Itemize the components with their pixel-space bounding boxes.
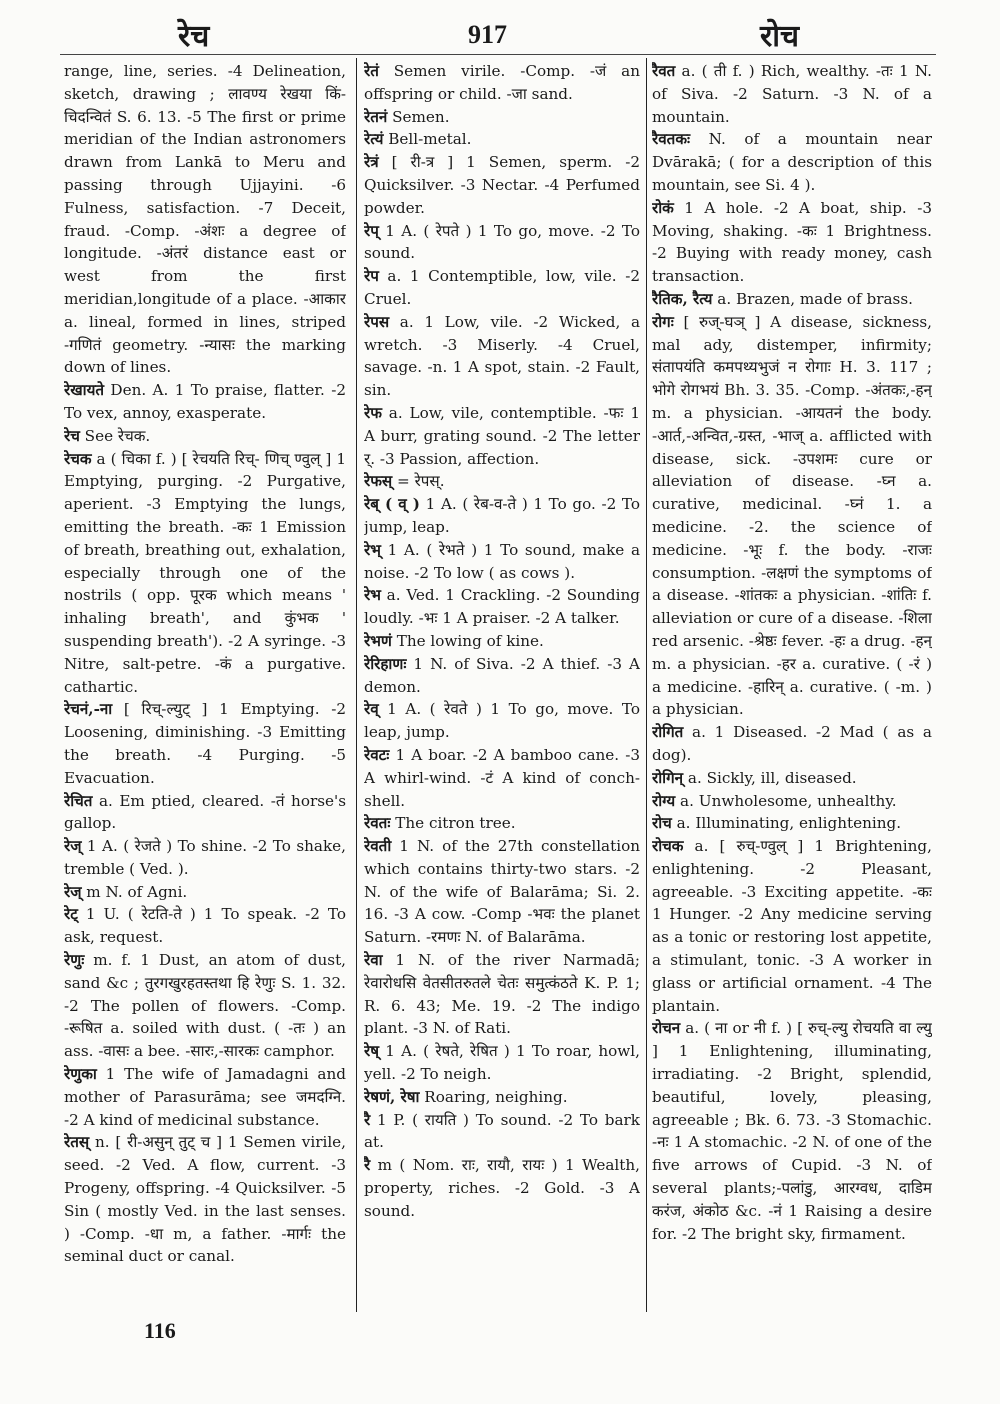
definition-text: 1 A. ( रेभते ) 1 To sound, make a noise. -2 To low ( as cows ). xyxy=(364,540,640,582)
dictionary-entry xyxy=(64,881,346,904)
headword: रेरिहाणः xyxy=(364,654,407,673)
definition-text: Roaring, neighing. xyxy=(419,1087,568,1106)
dictionary-entry xyxy=(364,220,640,266)
headword: रैवत xyxy=(652,62,676,80)
definition-text: 1 A hole. -2 A boat, ship. -3 Moving, shaking. -कः 1 Brightness. -2 Buying with ready money, cash transaction. xyxy=(652,198,932,286)
definition-text: a. Ved. 1 Crackling. -2 Sounding loudly. -भः 1 A praiser. -2 A talker. xyxy=(364,586,640,628)
dictionary-entry xyxy=(64,1131,346,1268)
dictionary-entry xyxy=(364,584,640,630)
definition-text: a. 1 Contemptible, low, vile. -2 Cruel. xyxy=(364,267,640,308)
headword: रोच xyxy=(652,814,672,833)
headword: रेतं xyxy=(364,62,379,80)
definition-text: a. Sickly, ill, diseased. xyxy=(683,768,857,787)
definition-text: 1 A. ( रेजते ) To shine. -2 To shake, tremble ( Ved. ). xyxy=(64,837,346,878)
dictionary-entry xyxy=(652,812,932,835)
dictionary-entry xyxy=(364,311,640,402)
definition-text: m. f. 1 Dust, an atom of dust, sand &c ; तुरगखुरहतस्तथा हि रेणुः S. 1. 32. -2 The pollen of flowers. -Comp. -रूषित a. soiled with dust. ( -तः ) an ass. -वासः a bee. -सारः,-सारकः camphor. xyxy=(64,951,346,1061)
dictionary-entry xyxy=(652,197,932,288)
dictionary-entry xyxy=(64,835,346,881)
headword: रेवतः xyxy=(364,814,391,833)
definition-text: a. ( ती f. ) Rich, wealthy. -तः 1 N. of Siva. -2 Saturn. -3 N. of a mountain. xyxy=(652,62,932,126)
dictionary-entry xyxy=(364,812,640,835)
definition-text: 1 A. ( रेषते, रेषित ) 1 To roar, howl, yell. -2 To neigh. xyxy=(364,1042,640,1084)
definition-text: [ री-त्र ] 1 Semen, sperm. -2 Quicksilver. -3 Nectar. -4 Perfumed powder. xyxy=(364,153,640,217)
headword: रै xyxy=(364,1156,371,1175)
dictionary-entry xyxy=(64,60,346,379)
dictionary-entry xyxy=(364,470,640,493)
definition-text: Semen virile. -Comp. -जं an offspring or child. -जा sand. xyxy=(364,62,640,103)
dictionary-entry xyxy=(64,1063,346,1131)
definition-text: a. [ रुच्-ण्वुल् ] 1 Brightening, enlightening. -2 Pleasant, agreeable. -3 Exciting appetite. -कः 1 Hunger. -2 Any medicine serving as a tonic or restoring lost appetite, a stimulant, tonic. -3 A worker in glass or artificial ornament. -4 The plantain. xyxy=(652,837,932,1015)
headword: रेट् xyxy=(64,905,78,924)
definition-text: 1 N. of the 27th constellation which contains thirty-two stars. -2 N. of the wife of Balarāma; Si. 2. 16. -3 A cow. -Comp -भवः the planet Saturn. -रमणः N. of Balarāma. xyxy=(364,837,640,947)
headword: रेणुः xyxy=(64,951,85,970)
headword: रै xyxy=(364,1110,371,1129)
definition-text: N. of a mountain near Dvārakā; ( for a description of this mountain, see Si. 4 ). xyxy=(652,130,932,194)
definition-text: n. [ री-असुन् तुट् च ] 1 Semen virile, seed. -2 Ved. A flow, current. -3 Progeny, offspring. -4 Quicksilver. -5 Sin ( mostly Ved. in the last senses. ) -Comp. -धा m, a father. -मार्गः the seminal duct or canal. xyxy=(64,1133,346,1266)
headword: रेत्रं xyxy=(364,153,379,172)
headword: रेचनं,-ना xyxy=(64,700,113,719)
dictionary-entry xyxy=(652,835,932,1017)
headword: रोगिन् xyxy=(652,768,684,787)
definition-text: a. Illuminating, enlightening. xyxy=(671,814,902,833)
headword: रोगित xyxy=(652,723,684,742)
definition-text: See रेचक. xyxy=(79,426,151,445)
signature-mark: 116 xyxy=(144,1318,176,1343)
definition-text: m ( Nom. राः, रायौ, रायः ) 1 Wealth, property, riches. -2 Gold. -3 A sound. xyxy=(364,1156,640,1220)
dictionary-entry xyxy=(652,790,932,813)
headword: रेखायते xyxy=(64,381,105,400)
dictionary-entry xyxy=(364,744,640,812)
headword: रेप् xyxy=(364,221,379,240)
dictionary-entry xyxy=(652,767,932,790)
headword: रेणुका xyxy=(64,1065,97,1084)
dictionary-entry xyxy=(64,379,346,425)
headword: रेच xyxy=(64,426,80,445)
definition-text: Bell-metal. xyxy=(383,130,472,149)
dictionary-entry xyxy=(364,106,640,129)
dictionary-entry xyxy=(364,1040,640,1086)
definition-text: a. 1 Low, vile. -2 Wicked, a wretch. -3 Miserly. -4 Cruel, savage. -n. 1 A spot, stain. -2 Fault, sin. xyxy=(364,312,640,400)
headword: रेभ् xyxy=(364,540,381,559)
running-head-right: रोच xyxy=(760,19,800,54)
definition-text: range, line, series. -4 Delineation, sketch, drawing ; लावण्य रेखया किं- चिदन्वितं S. 6. 13. -5 The first or prime meridian of the Indian astronomers drawn from Lankā to Meru and passing through Ujjayini. -6 Fulness, satisfaction. -7 Deceit, fraud. -Comp. -अंशः a degree of longitude. -अंतरं distance east or west from the first meridian,longitude of a place. -आकार a. lineal, formed in lines, striped -गणितं geometry. -न्यासः the marking down of lines. xyxy=(64,62,346,377)
definition-text: [ रिच्-ल्युट् ] 1 Emptying. -2 Loosening, diminishing. -3 Emitting the breath. -4 Purging. -5 Evacuation. xyxy=(64,700,346,787)
headword: रेफस् xyxy=(364,472,393,491)
dictionary-entry xyxy=(364,265,640,311)
headword: रेषणं, रेषा xyxy=(364,1087,420,1106)
dictionary-entry xyxy=(364,151,640,219)
definition-text: The lowing of kine. xyxy=(391,631,544,650)
dictionary-entry xyxy=(64,425,346,448)
dictionary-entry xyxy=(364,698,640,744)
dictionary-entry xyxy=(364,493,640,539)
headword: रेज् xyxy=(64,882,82,901)
headword: रेचित xyxy=(64,791,93,810)
definition-text: The citron tree. xyxy=(390,814,516,833)
definition-text: a. ( ना or नी f. ) [ रुच्-ल्यु रोचयति वा ल्यु ] 1 Enlightening, illuminating, irradiating. -2 Bright, splendid, beautiful, lovely, pleasing, agreeable ; Bk. 6. 73. -3 Stomachic. -नः 1 A stomachic. -2 N. of one of the five arrows of Cupid. -3 N. of several plants;-पलांडु, आरग्वध, दाडिम करंज, अंकोठ &c. -नं 1 Raising a desire for. -2 The bright sky, firmament. xyxy=(652,1019,932,1243)
definition-text: = रेपस्. xyxy=(392,472,445,491)
dictionary-entry xyxy=(364,653,640,699)
column-1 xyxy=(64,60,346,1322)
dictionary-entry xyxy=(64,903,346,949)
dictionary-entry xyxy=(364,630,640,653)
headword: रेवती xyxy=(364,837,392,856)
definition-text: a. Low, vile, contemptible. -फः 1 A burr, grating sound. -2 The letter र्. -3 Passion, affection. xyxy=(364,403,640,468)
headword: रेत्यं xyxy=(364,130,384,149)
header-rule xyxy=(60,54,936,55)
headword: रेवटः xyxy=(364,745,390,764)
definition-text: 1 N. of the river Narmadā; रेवारोधसि वेतसीतरुतले चेतः समुत्कंठते K. P. 1; R. 6. 43; Me. 19. -2 The indigo plant. -3 N. of Rati. xyxy=(364,951,640,1038)
running-head-left: रेच xyxy=(178,19,210,54)
definition-text: Den. A. 1 To praise, flatter. -2 To vex, annoy, exasperate. xyxy=(64,381,346,422)
headword: रेज् xyxy=(64,837,82,856)
headword: रेचक xyxy=(64,449,92,468)
definition-text: 1 A boar. -2 A bamboo cane. -3 A whirl-wind. -टं A kind of conch-shell. xyxy=(364,745,640,810)
column-divider xyxy=(356,58,357,1312)
column-3 xyxy=(652,60,932,1322)
definition-text: m N. of Agni. xyxy=(81,882,188,901)
dictionary-entry xyxy=(652,721,932,767)
dictionary-entry xyxy=(364,402,640,470)
dictionary-entry xyxy=(364,1109,640,1155)
headword: रोगः xyxy=(652,312,674,331)
definition-text: 1 A. ( रेवते ) 1 To go, move. To leap, jump. xyxy=(364,700,640,742)
definition-text: 1 A. ( रेपते ) 1 To go, move. -2 To sound. xyxy=(364,221,640,263)
definition-text: Semen. xyxy=(387,107,450,126)
headword: रेपस xyxy=(364,312,390,331)
headword: रेवा xyxy=(364,951,383,970)
definition-text: 1 A. ( रेब-व-ते ) 1 To go. -2 To jump, leap. xyxy=(364,495,640,536)
definition-text: a ( चिका f. ) [ रेचयति रिच्- णिच् ण्वुल् ] 1 Emptying, purging. -2 Purgative, aperient. -3 Emptying the lungs, emitting the breath. -कः 1 Emission of breath, breathing out, exhalation, especially through one of the nostrils ( opp. पूरक which means ' inhaling breath', and कुंभक ' suspending breath'). -2 A syringe. -3 Nitre, salt-petre. -कं a purgative. cathartic. xyxy=(64,449,346,696)
headword: रेव् xyxy=(364,700,379,719)
definition-text: 1 P. ( रायति ) To sound. -2 To bark at. xyxy=(364,1110,640,1152)
headword: रेभणं xyxy=(364,631,392,650)
definition-text: 1 U. ( रेटति-ते ) 1 To speak. -2 To ask, request. xyxy=(64,905,346,947)
dictionary-entry xyxy=(364,539,640,585)
headword: रेष् xyxy=(364,1042,379,1061)
dictionary-entry xyxy=(364,1086,640,1109)
dictionary-entry xyxy=(64,698,346,789)
headword: रोकं xyxy=(652,198,674,217)
dictionary-entry xyxy=(364,60,640,106)
headword: रेतनं xyxy=(364,107,388,126)
dictionary-entry xyxy=(364,128,640,151)
dictionary-entry xyxy=(64,949,346,1063)
headword: रोचक xyxy=(652,837,684,856)
definition-text: 1 The wife of Jamadagni and mother of Parasurāma; see जमदग्नि. -2 A kind of medicinal substance. xyxy=(64,1065,346,1129)
definition-text: a. Em ptied, cleared. -तं horse's gallop. xyxy=(64,791,346,833)
dictionary-entry xyxy=(652,1017,932,1245)
headword: रैतिक, रैत्य xyxy=(652,289,713,308)
dictionary-entry xyxy=(364,835,640,949)
headword: रोग्य xyxy=(652,791,676,810)
dictionary-entry xyxy=(652,288,932,311)
headword: रोचन xyxy=(652,1019,681,1038)
dictionary-entry xyxy=(64,790,346,836)
column-2 xyxy=(364,60,640,1322)
definition-text: a. 1 Diseased. -2 Mad ( as a dog). xyxy=(652,723,932,764)
headword: रैवतकः xyxy=(652,130,691,149)
definition-text: 1 N. of Siva. -2 A thief. -3 A demon. xyxy=(364,654,640,696)
definition-text: a. Unwholesome, unhealthy. xyxy=(675,791,897,810)
definition-text: a. Brazen, made of brass. xyxy=(712,289,913,308)
dictionary-entry xyxy=(364,949,640,1040)
page-number: 917 xyxy=(468,20,507,49)
dictionary-entry xyxy=(64,448,346,699)
dictionary-entry xyxy=(364,1154,640,1222)
headword: रेभ xyxy=(364,586,381,605)
dictionary-entry xyxy=(652,60,932,128)
dictionary-entry xyxy=(652,311,932,721)
headword: रेतस् xyxy=(64,1133,90,1152)
headword: रेप xyxy=(364,267,379,286)
definition-text: [ रुज्-घञ् ] A disease, sickness, mal ady, distemper, infirmity; संतापयंति कमपथ्यभुजं न रोगाः H. 3. 117 ; भोगे रोगभयं Bh. 3. 35. -Comp. -अंतकः,-हन् m. a physician. -आयतनं the body. -आर्त,-अन्वित,-ग्रस्त, -भाज् a. afflicted with disease, sick. -उपशमः cure or alleviation of disease. -घ्न a. curative, medicinal. -घ्नं 1. a medicine. -2. the science of medicine. -भूः f. the body. -राजः consumption. -लक्षणं the symptoms of a disease. -शांतकः a physician. -शांतिः f. alleviation or cure of a disease. -शिला red arsenic. -श्रेष्ठः fever. -हः a drug. -हन् m. a physician. -हर a. curative. ( -रं ) a medicine. -हारिन् a. curative. ( -m. ) a physician. xyxy=(652,312,932,719)
headword: रेफ xyxy=(364,403,382,422)
headword: रेब् ( व् ) xyxy=(364,495,420,514)
dictionary-entry xyxy=(652,128,932,196)
column-divider xyxy=(646,58,647,1312)
